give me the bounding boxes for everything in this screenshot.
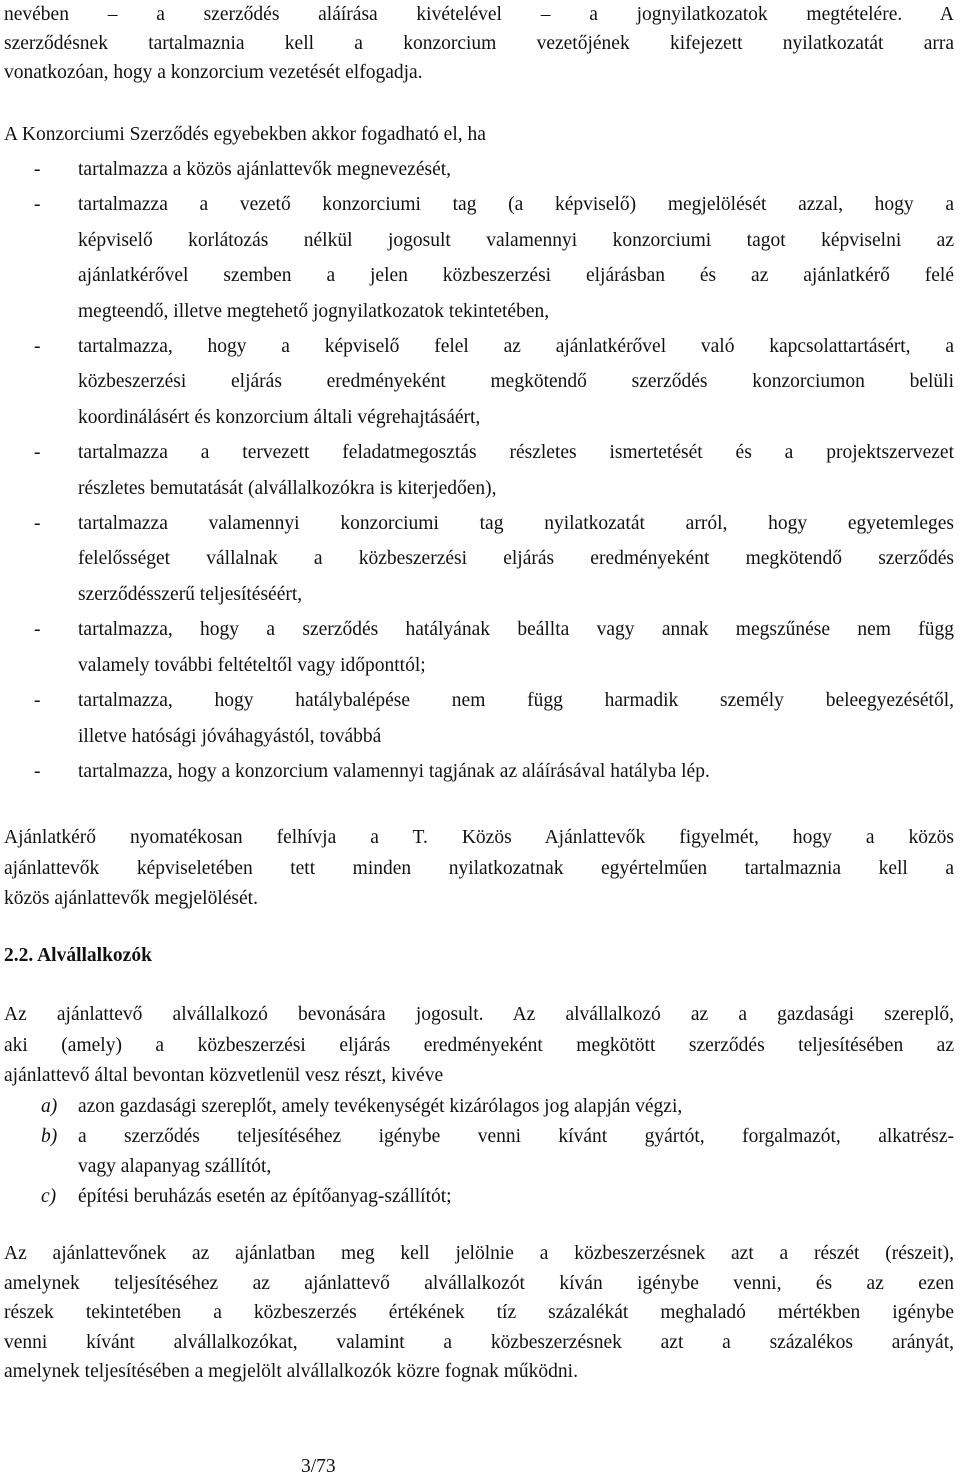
section-number: 2.2.	[4, 945, 34, 966]
text-line: tartalmazza, hogy a szerződés hatályának beállta vagy annak megszűnése nem függ	[78, 619, 954, 641]
list-dash: -	[34, 442, 41, 464]
text-line: képviselő korlátozás nélkül jogosult valamennyi konzorciumi tagot képviselni az	[78, 229, 954, 251]
list-dash: -	[34, 760, 41, 782]
list-marker: a)	[41, 1096, 58, 1117]
list-item	[4, 187, 954, 329]
list-dash: -	[34, 194, 41, 216]
list-item	[4, 329, 954, 435]
text-line: azon gazdasági szereplőt, amely tevékenységét kizárólagos jog alapján végzi,	[78, 1096, 683, 1117]
consortium-requirements-list	[4, 152, 954, 789]
list-item	[4, 152, 954, 187]
text-line: Az ajánlattevőnek az ajánlatban meg kell jelölnie a közbeszerzésnek azt a részét (részeit),	[4, 1243, 954, 1264]
text-line: felelősséget vállalnak a közbeszerzési eljárás eredményeként megkötendő szerződés	[78, 548, 954, 570]
subcontractor-exceptions-list	[4, 1092, 954, 1212]
consortium-lead-sentence: A Konzorciumi Szerződés egyebekben akkor fogadható el, ha	[4, 124, 486, 145]
text-line: tartalmazza, hogy hatálybalépése nem függ harmadik személy beleegyezésétől,	[78, 690, 954, 712]
text-line: ajánlatkérővel szemben a jelen közbeszerzési eljárásban és az ajánlatkérő felé	[78, 265, 954, 287]
list-item	[4, 1182, 954, 1212]
list-dash: -	[34, 336, 41, 358]
text-line: tartalmazza a vezető konzorciumi tag (a képviselő) megjelölését azzal, hogy a	[78, 194, 954, 216]
text-line: vagy alapanyag szállítót,	[78, 1156, 272, 1177]
text-line: közös ajánlattevők megjelölését.	[4, 888, 258, 909]
text-line: részek tekintetében a közbeszerzés értékének tíz százalékát meghaladó mértékben igénybe	[4, 1302, 954, 1324]
list-marker: b)	[41, 1126, 58, 1147]
text-line: megteendő, illetve megtehető jognyilatkozatok tekintetében,	[78, 300, 550, 322]
text-line: tartalmazza a közös ajánlattevők megnevezését,	[78, 159, 452, 180]
text-line: valamely további feltételtől vagy időponttól;	[78, 654, 426, 676]
text-line: Ajánlatkérő nyomatékosan felhívja a T. Közös Ajánlattevők figyelmét, hogy a közös	[4, 827, 954, 848]
list-item	[4, 612, 954, 683]
text-line: Az ajánlattevő alvállalkozó bevonására jogosult. Az alvállalkozó az a gazdasági szereplő,	[4, 1004, 954, 1025]
text-line: vonatkozóan, hogy a konzorcium vezetését elfogadja.	[4, 62, 423, 83]
text-line: szerződésszerű teljesítéséért,	[78, 583, 303, 605]
text-line: amelynek teljesítésében a megjelölt alvállalkozók közre fognak működni.	[4, 1361, 578, 1383]
list-item	[4, 1122, 954, 1182]
list-dash: -	[34, 690, 41, 712]
subcontractor-share-paragraph	[4, 1239, 954, 1387]
text-line: tartalmazza a tervezett feladatmegosztás részletes ismertetését és a projektszervezet	[78, 442, 954, 464]
text-line: részletes bemutatását (alvállalkozókra is kiterjedően),	[78, 477, 497, 499]
list-item	[4, 1092, 954, 1122]
text-line: koordinálásért és konzorcium általi végrehajtásáért,	[78, 406, 481, 428]
text-line: tartalmazza, hogy a konzorcium valamennyi tagjának az aláírásával hatályba lép.	[78, 760, 710, 782]
list-item	[4, 435, 954, 506]
text-line: amelynek teljesítéséhez az ajánlattevő alvállalkozót kíván igénybe venni, és az ezen	[4, 1272, 954, 1294]
text-line: ajánlattevő által bevontan közvetlenül vesz részt, kivéve	[4, 1065, 444, 1086]
list-marker: c)	[41, 1186, 57, 1207]
list-dash: -	[34, 619, 41, 641]
text-line: közbeszerzési eljárás eredményeként megkötendő szerződés konzorciumon belüli	[78, 371, 954, 393]
text-line: építési beruházás esetén az építőanyag-szállítót;	[78, 1186, 452, 1207]
section-heading	[4, 941, 152, 971]
subcontractor-paragraph	[4, 1000, 954, 1092]
notice-paragraph	[4, 823, 954, 915]
text-line: venni kívánt alvállalkozókat, valamint a közbeszerzésnek azt a százalékos arányát,	[4, 1331, 954, 1353]
list-item	[4, 754, 954, 789]
text-line: aki (amely) a közbeszerzési eljárás eredményeként megkötött szerződés teljesítésében az	[4, 1034, 954, 1056]
section-title: Alvállalkozók	[37, 945, 152, 966]
text-line: illetve hatósági jóváhagyástól, továbbá	[78, 725, 382, 747]
list-dash: -	[34, 159, 41, 180]
text-line: ajánlattevők képviseletében tett minden nyilatkozatnak egyértelműen tartalmaznia kell a	[4, 857, 954, 879]
document-page	[4, 0, 954, 1481]
page-number: 3/73	[301, 1456, 336, 1477]
list-item	[4, 506, 954, 612]
list-dash: -	[34, 513, 41, 535]
text-line: szerződésnek tartalmaznia kell a konzorcium vezetőjének kifejezett nyilatkozatát arra	[4, 33, 954, 54]
list-item	[4, 683, 954, 754]
text-line: a szerződés teljesítéséhez igénybe venni kívánt gyártót, forgalmazót, alkatrész-	[78, 1126, 954, 1147]
text-line: nevében – a szerződés aláírása kivételével – a jognyilatkozatok megtételére. A	[4, 4, 954, 25]
intro-paragraph	[4, 0, 954, 87]
text-line: tartalmazza, hogy a képviselő felel az ajánlatkérővel való kapcsolattartásért, a	[78, 336, 954, 358]
text-line: tartalmazza valamennyi konzorciumi tag nyilatkozatát arról, hogy egyetemleges	[78, 513, 954, 535]
